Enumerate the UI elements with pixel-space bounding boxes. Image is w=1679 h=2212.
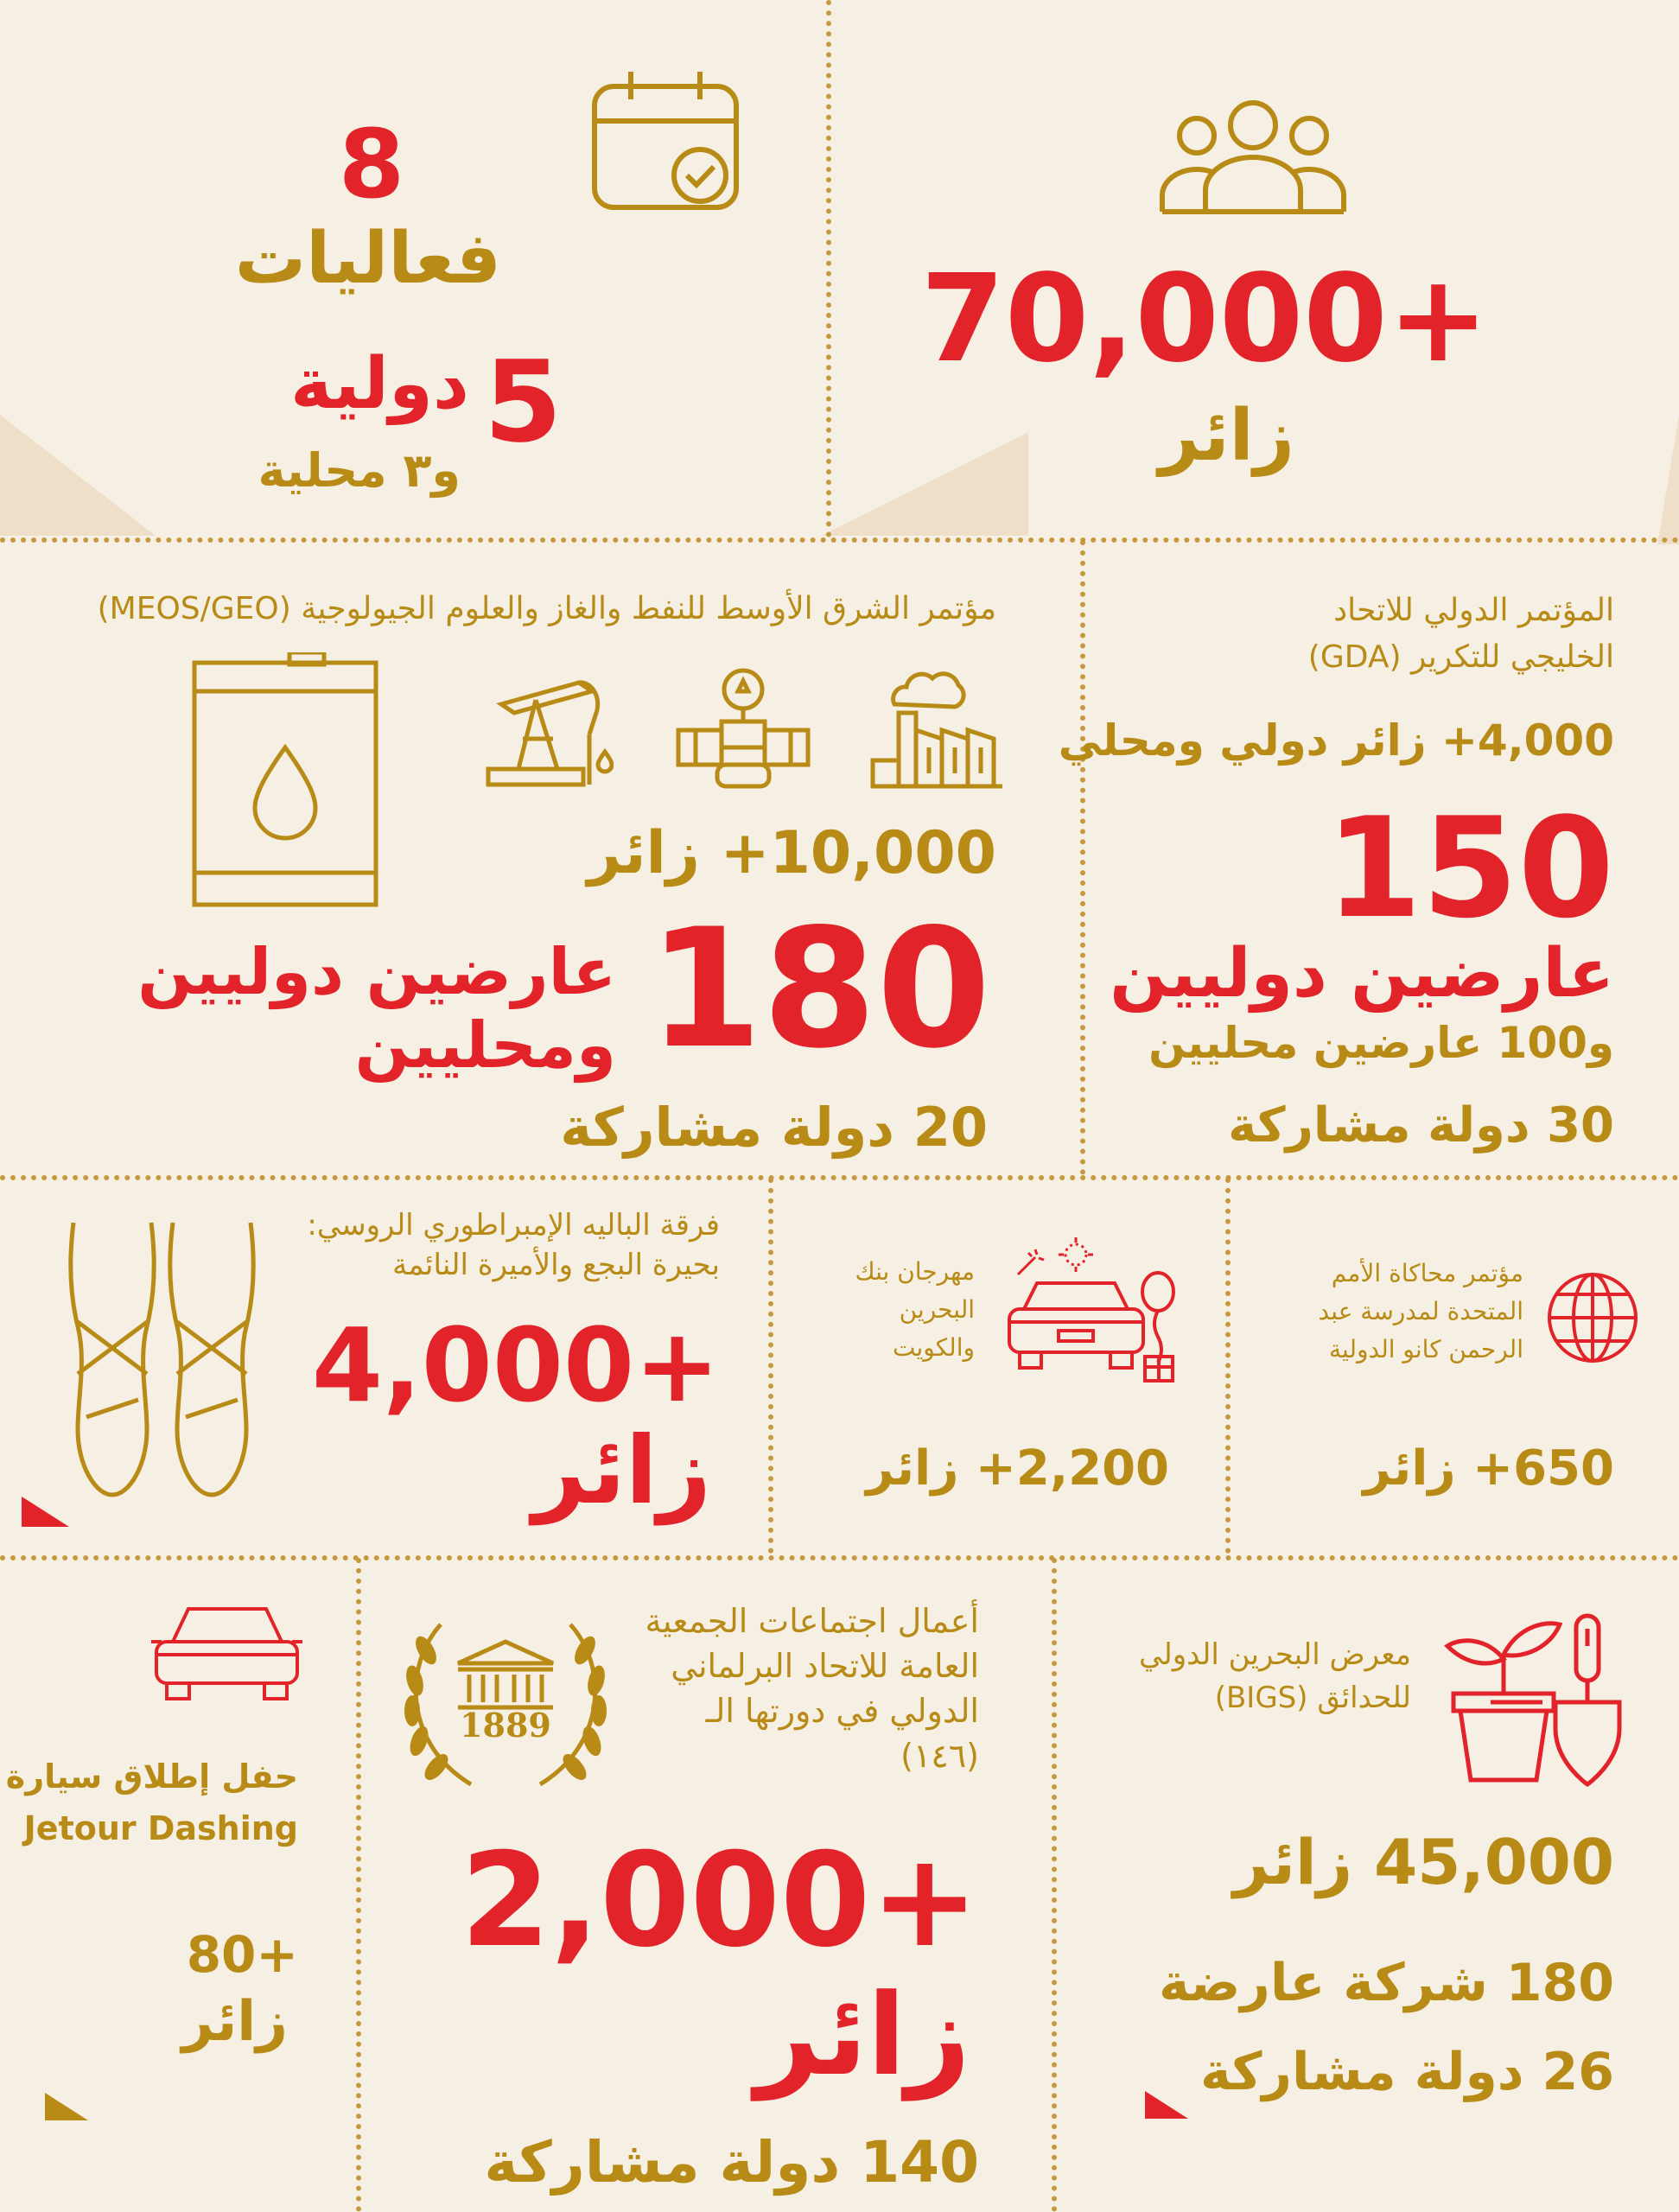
decor-triangle-far-right <box>1657 415 1679 544</box>
bigs-title: معرض البحرين الدولي للحدائق (BIGS) <box>1139 1637 1411 1715</box>
meos-countries: 20 دولة مشاركة <box>560 1096 988 1159</box>
intl-events-label: دولية <box>289 343 469 425</box>
gda-title: المؤتمر الدولي للاتحاد الخليجي للتكرير (GDA) <box>1307 593 1614 675</box>
decor-gold-triangle-car <box>45 2093 88 2120</box>
decor-red-triangle-bigs <box>1145 2091 1188 2119</box>
pipeline-valve-icon <box>674 665 812 795</box>
decor-red-triangle-ballet <box>22 1497 69 1527</box>
decor-triangle-right <box>821 432 1028 536</box>
divider-row4-vertical-a <box>356 1558 361 2212</box>
meos-exhibitors-value: 180 <box>648 893 991 1084</box>
meos-title: مؤتمر الشرق الأوسط للنفط والغاز والعلوم الجيولوجية (MEOS/GEO) <box>97 591 996 626</box>
events-label: فعاليات <box>234 218 501 300</box>
mun-title: مؤتمر محاكاة الأمم المتحدة لمدرسة عبد الرحمن كانو الدولية <box>1318 1259 1523 1363</box>
ballet-visitors-label: زائر <box>532 1417 711 1525</box>
gda-visitors: 4,000+ زائر دولي ومحلي <box>1058 715 1614 766</box>
festival-title: مهرجان بنك البحرين والكويت <box>855 1257 975 1362</box>
mun-visitors: 650+ زائر <box>1363 1440 1614 1497</box>
car-visitors-label: زائر <box>181 1990 288 2054</box>
local-events-label: و٣ محلية <box>258 443 461 498</box>
people-group-icon <box>1158 91 1348 220</box>
festival-visitors: 2,200+ زائر <box>866 1440 1169 1497</box>
intl-events-count: 5 <box>484 336 563 467</box>
divider-row-3 <box>0 1555 1679 1560</box>
ipu-logo <box>393 1590 618 1797</box>
meos-exhibitors-label-2: ومحليين <box>354 1008 616 1083</box>
total-visitors-value: 70,000+ <box>920 249 1489 390</box>
decorated-car-icon <box>1002 1236 1180 1382</box>
ipu-visitors-label: زائر <box>754 1969 970 2101</box>
ballet-visitors-value: 4,000+ <box>311 1306 720 1425</box>
divider-row-1 <box>0 537 1679 543</box>
gda-exhibitors-value: 150 <box>1326 787 1614 949</box>
ballet-shoes-icon <box>60 1218 268 1503</box>
factory-icon <box>868 661 1007 795</box>
pumpjack-icon <box>484 665 614 795</box>
divider-row-2 <box>0 1175 1679 1180</box>
gda-countries: 30 دولة مشاركة <box>1228 1097 1614 1154</box>
car-title-ar: حفل إطلاق سيارة <box>5 1758 298 1796</box>
meos-visitors: 10,000+ زائر <box>587 819 996 887</box>
car-icon <box>151 1603 302 1702</box>
bigs-visitors: 45,000 زائر <box>1233 1826 1614 1898</box>
car-visitors-value: 80+ <box>186 1925 298 1984</box>
events-count: 8 <box>338 109 405 219</box>
ipu-title: أعمال اجتماعات الجمعية العامة للاتحاد البرلماني الدولي في دورتها الـ (١٤٦) <box>645 1602 979 1775</box>
trowel-icon <box>1549 1611 1626 1789</box>
gda-exhibitors-label: عارضين دوليين <box>1110 935 1614 1013</box>
ipu-countries: 140 دولة مشاركة <box>484 2129 979 2196</box>
car-title-en: Jetour Dashing <box>23 1809 298 1847</box>
divider-row2-vertical <box>1080 540 1085 1175</box>
calendar-check-icon <box>588 65 743 216</box>
ballet-title: فرقة الباليه الإمبراطوري الروسي: بحيرة البجع والأميرة النائمة <box>307 1208 720 1282</box>
decor-triangle-left <box>0 415 156 536</box>
ipu-visitors-value: 2,000+ <box>460 1826 979 1976</box>
plant-pot-icon <box>1443 1611 1564 1784</box>
bigs-countries: 26 دولة مشاركة <box>1200 2042 1614 2102</box>
bigs-companies: 180 شركة عارضة <box>1158 1953 1614 2013</box>
total-visitors-label: زائر <box>1158 395 1294 477</box>
divider-top-vertical <box>826 0 831 537</box>
gda-local-exhibitors: و100 عارضين محليين <box>1148 1018 1614 1068</box>
divider-row3-vertical-a <box>768 1178 773 1554</box>
meos-exhibitors-label-1: عارضين دوليين <box>137 935 616 1009</box>
ipu-logo-year: 1889 <box>460 1706 551 1745</box>
globe-icon <box>1545 1270 1640 1365</box>
oil-barrel-icon <box>186 652 385 912</box>
divider-row3-vertical-b <box>1225 1178 1231 1554</box>
divider-row4-vertical-b <box>1052 1558 1057 2212</box>
